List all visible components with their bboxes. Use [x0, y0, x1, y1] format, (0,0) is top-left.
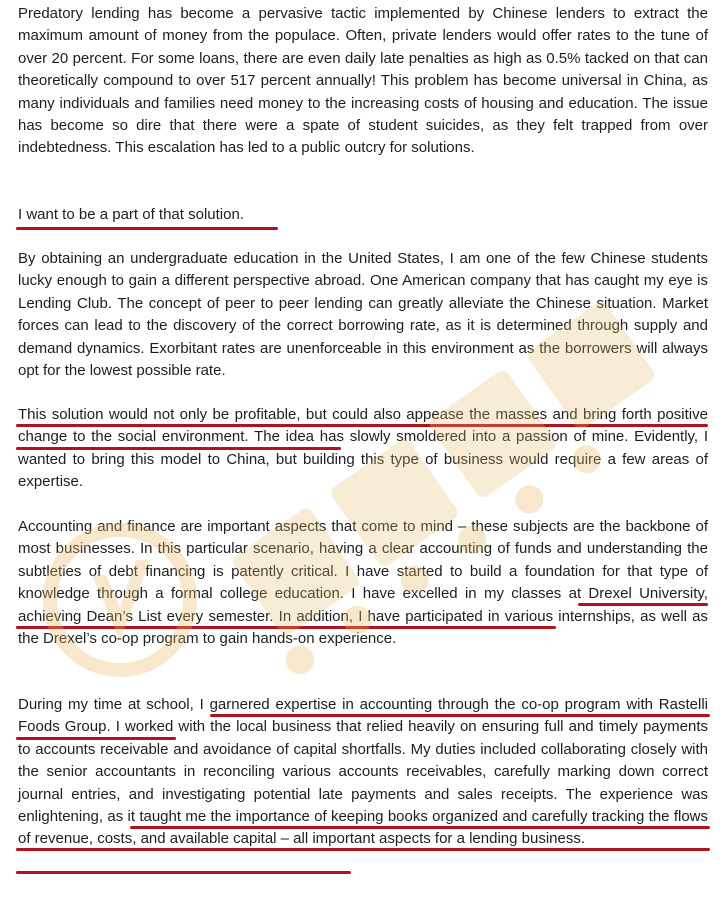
underline-mark: [16, 871, 351, 874]
underline-mark: [16, 424, 708, 427]
underline-mark: [16, 737, 176, 740]
paragraph-4: This solution would not only be profitable, but could also appease the masses and bring forth positive change to the social environment. The idea has slowly smoldered into a passion of mine. Evidently, I wanted to bring this model to China, but building this type of business would require a few areas of expertise.: [18, 406, 708, 491]
paragraph-2: I want to be a part of that solution.: [18, 206, 244, 223]
underline-mark: [210, 714, 710, 717]
underline-mark: [16, 447, 341, 450]
paragraph-6: During my time at school, I garnered expertise in accounting through the co-op program with Rastelli Foods Group. I worked with the local business that relied heavily on ensuring full and timely payments to accounts receivable and avoidance of capital shortfalls. My duties included collaborating closely with the senior accountants in reconciling various accounts receivables, carefully marking down correct journal entries, and investigating potential late payments and sales receipts. The experience was enlightening, as it taught me the importance of keeping books organized and carefully tracking the flows of revenue, costs, and available capital – all important aspects for a lending business.: [18, 696, 708, 848]
paragraph-1: Predatory lending has become a pervasive tactic implemented by Chinese lenders to extract the maximum amount of money from the populace. Often, private lenders would offer rates to the tune of over 20 percent. For some loans, there are even daily late penalties as high as 0.5% tacked on that can theoretically compound to over 517 percent annually! This problem has become universal in China, as many individuals and families need money to the increasing costs of housing and education. The issue has become so dire that there were a spate of student suicides, as they felt trapped from over indebtedness. This escalation has led to a public outcry for solutions.: [18, 5, 708, 157]
paragraph-3: By obtaining an undergraduate education in the United States, I am one of the few Chinese students lucky enough to gain a different perspective abroad. One American company that has caught my eye is Lending Club. The concept of peer to peer lending can greatly alleviate the Chinese situation. Market forces can lead to the discovery of the correct borrowing rate, as it is determined through supply and demand dynamics. Exorbitant rates are unenforceable in this environment as the borrowers will always opt for the lowest possible rate.: [18, 250, 708, 380]
underline-mark: [130, 826, 710, 829]
underline-mark: [16, 848, 710, 851]
underline-mark: [16, 626, 556, 629]
underline-mark: [578, 603, 708, 606]
paragraph-5: Accounting and finance are important aspects that come to mind – these subjects are the backbone of most businesses. In this particular scenario, having a clear accounting of funds and understanding the subtleties of debt financing is patently critical. I have started to build a foundation for that type of knowledge through a formal college education. I have excelled in my classes at Drexel University, achieving Dean’s List every semester. In addition, I have participated in various internships, as well as the Drexel’s co-op program to gain hands-on experience.: [18, 518, 708, 648]
underline-mark: [16, 227, 278, 230]
